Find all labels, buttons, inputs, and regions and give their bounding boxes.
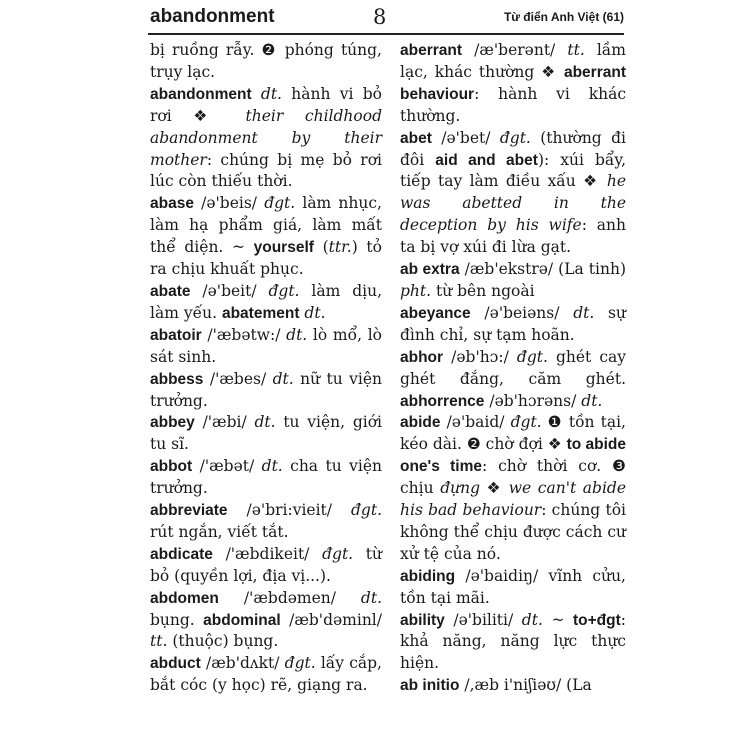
definition-text: sự đình chỉ, sự tạm hoãn. bbox=[400, 303, 626, 344]
definition-text: tồn tại, kéo dài. bbox=[400, 413, 626, 454]
example-text: đựng bbox=[440, 479, 481, 498]
part-of-speech: đgt. bbox=[351, 501, 382, 520]
dictionary-entry bbox=[150, 84, 382, 194]
part-of-speech: tt. bbox=[150, 632, 168, 651]
headword: abbess bbox=[150, 370, 204, 388]
part-of-speech: dt. bbox=[261, 457, 283, 476]
definition-text: làm dịu, làm yếu. bbox=[150, 281, 382, 322]
headword: abase bbox=[150, 195, 194, 213]
definition-text: tu viện, giới tu sĩ. bbox=[150, 413, 382, 454]
dictionary-entry bbox=[400, 128, 626, 259]
definition-text: /'æbdəmen/ bbox=[218, 588, 361, 607]
headword: abate bbox=[150, 282, 191, 300]
definition-text: bị ruồng rẫy. bbox=[150, 41, 262, 59]
headword: abandonment bbox=[150, 85, 252, 103]
headword: abhor bbox=[400, 348, 444, 366]
definition-text: /'æbətw:/ bbox=[201, 325, 287, 344]
dictionary-entry bbox=[150, 281, 382, 325]
headword: abdominal bbox=[203, 611, 281, 629]
dictionary-entry bbox=[150, 325, 382, 369]
definition-text: : anh ta bị vợ xúi đi lừa gạt. bbox=[400, 216, 626, 257]
headword: aberrant bbox=[400, 42, 463, 59]
dictionary-entry bbox=[400, 259, 626, 303]
symbol: ❸ bbox=[612, 457, 626, 476]
part-of-speech: dt. bbox=[286, 325, 308, 344]
definition-text: /æ'berənt/ bbox=[462, 41, 568, 59]
dictionary-entry bbox=[150, 412, 382, 456]
symbol: ❖ bbox=[583, 172, 600, 191]
part-of-speech: đgt. bbox=[284, 654, 316, 673]
dictionary-entry bbox=[150, 653, 382, 697]
definition-text: làm nhục, làm hạ phẩm giá, làm mất thể diện. ~ bbox=[150, 194, 382, 257]
definition-text: /ə'biliti/ bbox=[444, 610, 522, 629]
dictionary-entry bbox=[150, 500, 382, 544]
symbol: ❖ bbox=[547, 435, 562, 454]
headword: yourself bbox=[253, 239, 314, 257]
definition-text bbox=[480, 479, 487, 497]
definition-text: chịu bbox=[400, 479, 441, 498]
definition-text: từ bỏ (quyền lợi, địa vị...). bbox=[150, 544, 382, 585]
definition-text: ): xúi bẩy, tiếp tay làm điều xấu bbox=[400, 150, 627, 191]
definition-text bbox=[224, 107, 246, 125]
headword: abbey bbox=[150, 414, 195, 432]
definition-text: /,æb i'niʃiəʊ/ (La bbox=[459, 676, 592, 695]
definition-text: /ə'beiəns/ bbox=[470, 303, 574, 322]
headword: abhorrence bbox=[400, 392, 485, 410]
part-of-speech: tt. bbox=[567, 41, 585, 59]
headword: abduct bbox=[150, 655, 201, 673]
left-column bbox=[150, 40, 382, 697]
headword: abbot bbox=[150, 458, 193, 476]
definition-text bbox=[599, 172, 606, 190]
symbol: ❷ bbox=[466, 435, 481, 454]
guide-word: abandonment bbox=[150, 6, 275, 27]
headword: to abide one's time bbox=[400, 436, 626, 476]
definition-text: /'æbət/ bbox=[192, 457, 262, 476]
headword: abet bbox=[400, 129, 432, 147]
headword: abbreviate bbox=[150, 502, 228, 520]
definition-text: /æb'dəminl/ bbox=[280, 610, 382, 629]
definition-text: /ə'baidiŋ/ vĩnh cửu, tồn tại mãi. bbox=[400, 566, 626, 607]
dictionary-entry bbox=[400, 412, 626, 565]
example-text: he was abetted in the deception by his wife bbox=[400, 172, 626, 235]
dictionary-entry bbox=[400, 675, 626, 697]
definition-text: ~ bbox=[542, 610, 573, 629]
dictionary-entry bbox=[400, 566, 626, 610]
headword: abatement bbox=[221, 304, 300, 322]
headword: aberrant behaviour bbox=[400, 63, 626, 103]
example-text: we can't abide his bad behaviour bbox=[400, 479, 626, 520]
dictionary-entry bbox=[400, 303, 626, 347]
headword: ab extra bbox=[400, 261, 460, 279]
dictionary-entry bbox=[150, 456, 382, 500]
definition-text: lấy cắp, bắt cóc (y học) rẽ, giạng ra. bbox=[150, 654, 382, 695]
book-title: Từ điển Anh Việt (61) bbox=[503, 10, 624, 24]
definition-text: /ə'bri:vieit/ bbox=[227, 501, 351, 520]
dictionary-entry bbox=[150, 40, 382, 84]
dictionary-entry bbox=[150, 369, 382, 413]
definition-text bbox=[252, 85, 261, 103]
symbol: ❖ bbox=[541, 62, 558, 81]
definition-text: hành vi bỏ rơi bbox=[150, 84, 382, 125]
definition-text: rút ngắn, viết tắt. bbox=[150, 522, 289, 541]
part-of-speech: dt. bbox=[521, 610, 543, 629]
part-of-speech: dt. bbox=[304, 303, 326, 322]
definition-text: (thường đi đôi bbox=[400, 128, 626, 169]
headword: to+đgt bbox=[573, 611, 621, 629]
part-of-speech: đgt. bbox=[268, 281, 300, 300]
part-of-speech: đgt. bbox=[322, 544, 354, 563]
right-column bbox=[400, 40, 626, 697]
definition-text: nữ tu viện trưởng. bbox=[150, 369, 382, 410]
symbol: ❷ bbox=[261, 41, 278, 59]
definition-text: /əb'hɔ:/ bbox=[443, 347, 517, 366]
definition-text: /'æbdikeit/ bbox=[212, 544, 323, 563]
header-rule bbox=[148, 33, 624, 35]
definition-text: cha tu viện trưởng. bbox=[150, 457, 382, 498]
part-of-speech: dt. bbox=[581, 391, 603, 410]
part-of-speech: dt. bbox=[360, 588, 382, 607]
dictionary-entry bbox=[150, 193, 382, 281]
definition-text: ghét cay ghét đắng, căm ghét. bbox=[400, 347, 627, 388]
part-of-speech: dt. bbox=[254, 413, 276, 432]
part-of-speech: dt. bbox=[260, 84, 282, 103]
dictionary-entry bbox=[400, 610, 626, 676]
headword: abatoir bbox=[150, 326, 202, 344]
headword: ab initio bbox=[400, 677, 460, 695]
definition-text: : chúng bị mẹ bỏ rơi lúc còn thiếu thời. bbox=[150, 150, 382, 191]
definition-text: /ə'beit/ bbox=[190, 281, 269, 300]
part-of-speech: dt. bbox=[272, 369, 294, 388]
part-of-speech: ttr. bbox=[328, 238, 352, 257]
part-of-speech: đgt. bbox=[264, 194, 296, 213]
dictionary-entry bbox=[150, 588, 382, 654]
definition-text: : chờ thời cơ. bbox=[481, 457, 613, 476]
definition-text: (thuộc) bụng. bbox=[167, 632, 279, 651]
definition-text: lầm lạc, khác thường bbox=[400, 41, 626, 81]
definition-text: : hành vi khác thường. bbox=[400, 84, 626, 125]
definition-text: : khả năng, năng lực thực hiện. bbox=[400, 610, 627, 673]
definition-text: ) tỏ ra chịu khuất phục. bbox=[150, 238, 382, 279]
symbol: ❖ bbox=[193, 106, 224, 125]
part-of-speech: pht. bbox=[400, 281, 432, 300]
definition-text: lò mổ, lò sát sinh. bbox=[150, 325, 382, 366]
definition-text: /'æbes/ bbox=[203, 369, 273, 388]
symbol: ❶ bbox=[547, 413, 563, 432]
part-of-speech: dt. bbox=[573, 303, 595, 322]
headword: abeyance bbox=[400, 304, 471, 322]
part-of-speech: đgt. bbox=[510, 413, 542, 432]
page-number: 8 bbox=[373, 5, 387, 29]
definition-text: bụng. bbox=[150, 610, 204, 629]
definition-text: /æb'ekstrə/ (La tinh) bbox=[459, 260, 627, 279]
definition-text: từ bên ngoài bbox=[431, 281, 535, 300]
headword: aid and abet bbox=[435, 151, 538, 169]
headword: abiding bbox=[400, 567, 456, 585]
definition-text bbox=[557, 63, 564, 81]
dictionary-entry bbox=[400, 347, 626, 413]
headword: abdomen bbox=[150, 589, 219, 607]
definition-text bbox=[502, 479, 509, 497]
dictionary-entry bbox=[400, 40, 626, 128]
definition-text: chờ đợi bbox=[480, 435, 548, 454]
part-of-speech: đgt. bbox=[499, 128, 531, 147]
definition-text: : chúng tôi không thể chịu được cách cư xử tệ của nó. bbox=[400, 501, 626, 563]
definition-text: phóng túng, trụy lạc. bbox=[150, 41, 382, 81]
definition-text: /'æbi/ bbox=[194, 413, 255, 432]
definition-text: /æb'dʌkt/ bbox=[200, 654, 285, 673]
headword: abdicate bbox=[150, 545, 213, 563]
example-text: their childhood abandonment by their mother bbox=[150, 106, 382, 169]
definition-text: /ə'bet/ bbox=[431, 128, 500, 147]
definition-text: /əb'hɔrəns/ bbox=[484, 391, 582, 410]
dictionary-entry bbox=[150, 544, 382, 588]
headword: ability bbox=[400, 611, 445, 629]
definition-text: ( bbox=[313, 238, 329, 257]
symbol: ❖ bbox=[486, 479, 503, 498]
part-of-speech: đgt. bbox=[516, 347, 548, 366]
headword: abide bbox=[400, 414, 441, 432]
definition-text: /ə'beis/ bbox=[193, 194, 265, 213]
definition-text: /ə'baid/ bbox=[440, 413, 511, 432]
